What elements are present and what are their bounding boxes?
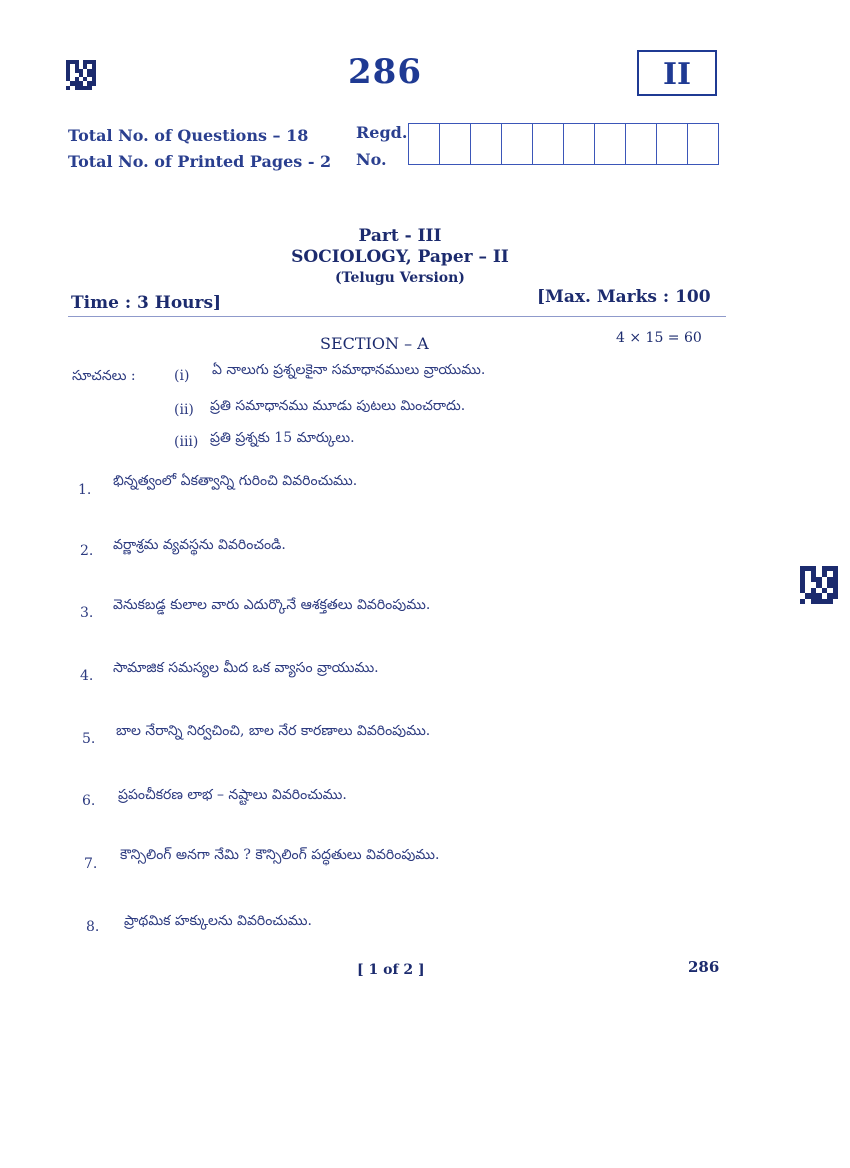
regd-digit-box[interactable] xyxy=(687,123,719,165)
divider xyxy=(68,316,726,317)
total-questions: Total No. of Questions – 18 xyxy=(68,126,309,145)
qr-code-icon xyxy=(800,566,838,604)
footer-paper-code: 286 xyxy=(688,958,720,976)
regd-digit-box[interactable] xyxy=(563,123,595,165)
question-text: వర్ణాశ్రమ వ్యవస్థను వివరించండి. xyxy=(113,537,286,553)
version-heading: (Telugu Version) xyxy=(335,270,465,286)
regd-digit-box[interactable] xyxy=(594,123,626,165)
question-number: 6. xyxy=(82,793,96,809)
part-heading: Part - III xyxy=(358,226,442,246)
total-pages: Total No. of Printed Pages - 2 xyxy=(68,152,332,171)
subject-heading: SOCIOLOGY, Paper – II xyxy=(291,247,509,267)
section-marks: 4 × 15 = 60 xyxy=(616,330,702,346)
page-number: [ 1 of 2 ] xyxy=(357,962,425,978)
question-number: 1. xyxy=(78,482,92,498)
instructions-label: సూచనలు : xyxy=(72,368,136,384)
regd-digit-box[interactable] xyxy=(532,123,564,165)
question-text: కౌన్సిలింగ్ అనగా నేమి ? కౌన్సిలింగ్ పద్ధతులు వివరింపుము. xyxy=(120,847,440,863)
question-number: 8. xyxy=(86,919,100,935)
question-number: 7. xyxy=(84,856,98,872)
instruction-number: (ii) xyxy=(174,402,194,418)
time-allowed: Time : 3 Hours] xyxy=(71,293,222,313)
no-label: No. xyxy=(356,150,387,169)
regd-digit-box[interactable] xyxy=(501,123,533,165)
paper-code: 286 xyxy=(348,52,422,92)
registration-number-boxes xyxy=(409,123,719,165)
question-text: ప్రాథమిక హక్కులను వివరించుము. xyxy=(124,913,312,929)
regd-digit-box[interactable] xyxy=(408,123,440,165)
question-number: 5. xyxy=(82,731,96,747)
question-number: 2. xyxy=(80,543,94,559)
question-text: వెనుకబడ్డ కులాల వారు ఎదుర్కొనే ఆశక్తతలు వివరింపుము. xyxy=(113,597,431,613)
instruction-text: ప్రతి ప్రశ్నకు 15 మార్కులు. xyxy=(210,430,355,446)
qr-code-icon xyxy=(66,60,96,90)
regd-label: Regd. xyxy=(356,123,408,142)
instruction-number: (iii) xyxy=(174,434,199,450)
question-text: సామాజిక సమస్యల మీద ఒక వ్యాసం వ్రాయుము. xyxy=(113,660,379,676)
question-text: భిన్నత్వంలో ఏకత్వాన్ని గురించి వివరించుము. xyxy=(113,473,358,489)
question-number: 3. xyxy=(80,605,94,621)
question-text: బాల నేరాన్ని నిర్వచించి, బాల నేర కారణాలు వివరింపుము. xyxy=(116,723,431,739)
regd-digit-box[interactable] xyxy=(656,123,688,165)
regd-digit-box[interactable] xyxy=(625,123,657,165)
regd-digit-box[interactable] xyxy=(439,123,471,165)
section-title: SECTION – A xyxy=(320,334,429,353)
instruction-number: (i) xyxy=(174,368,190,384)
regd-digit-box[interactable] xyxy=(470,123,502,165)
max-marks: [Max. Marks : 100 xyxy=(537,287,711,307)
question-number: 4. xyxy=(80,668,94,684)
instruction-text: ప్రతి సమాధానము మూడు పుటలు మించరాదు. xyxy=(210,398,466,414)
part-roman-box: II xyxy=(637,50,717,96)
instruction-text: ఏ నాలుగు ప్రశ్నలకైనా సమాధానములు వ్రాయుము. xyxy=(212,362,486,378)
question-text: ప్రపంచీకరణ లాభ – నష్టాలు వివరించుము. xyxy=(118,787,347,803)
